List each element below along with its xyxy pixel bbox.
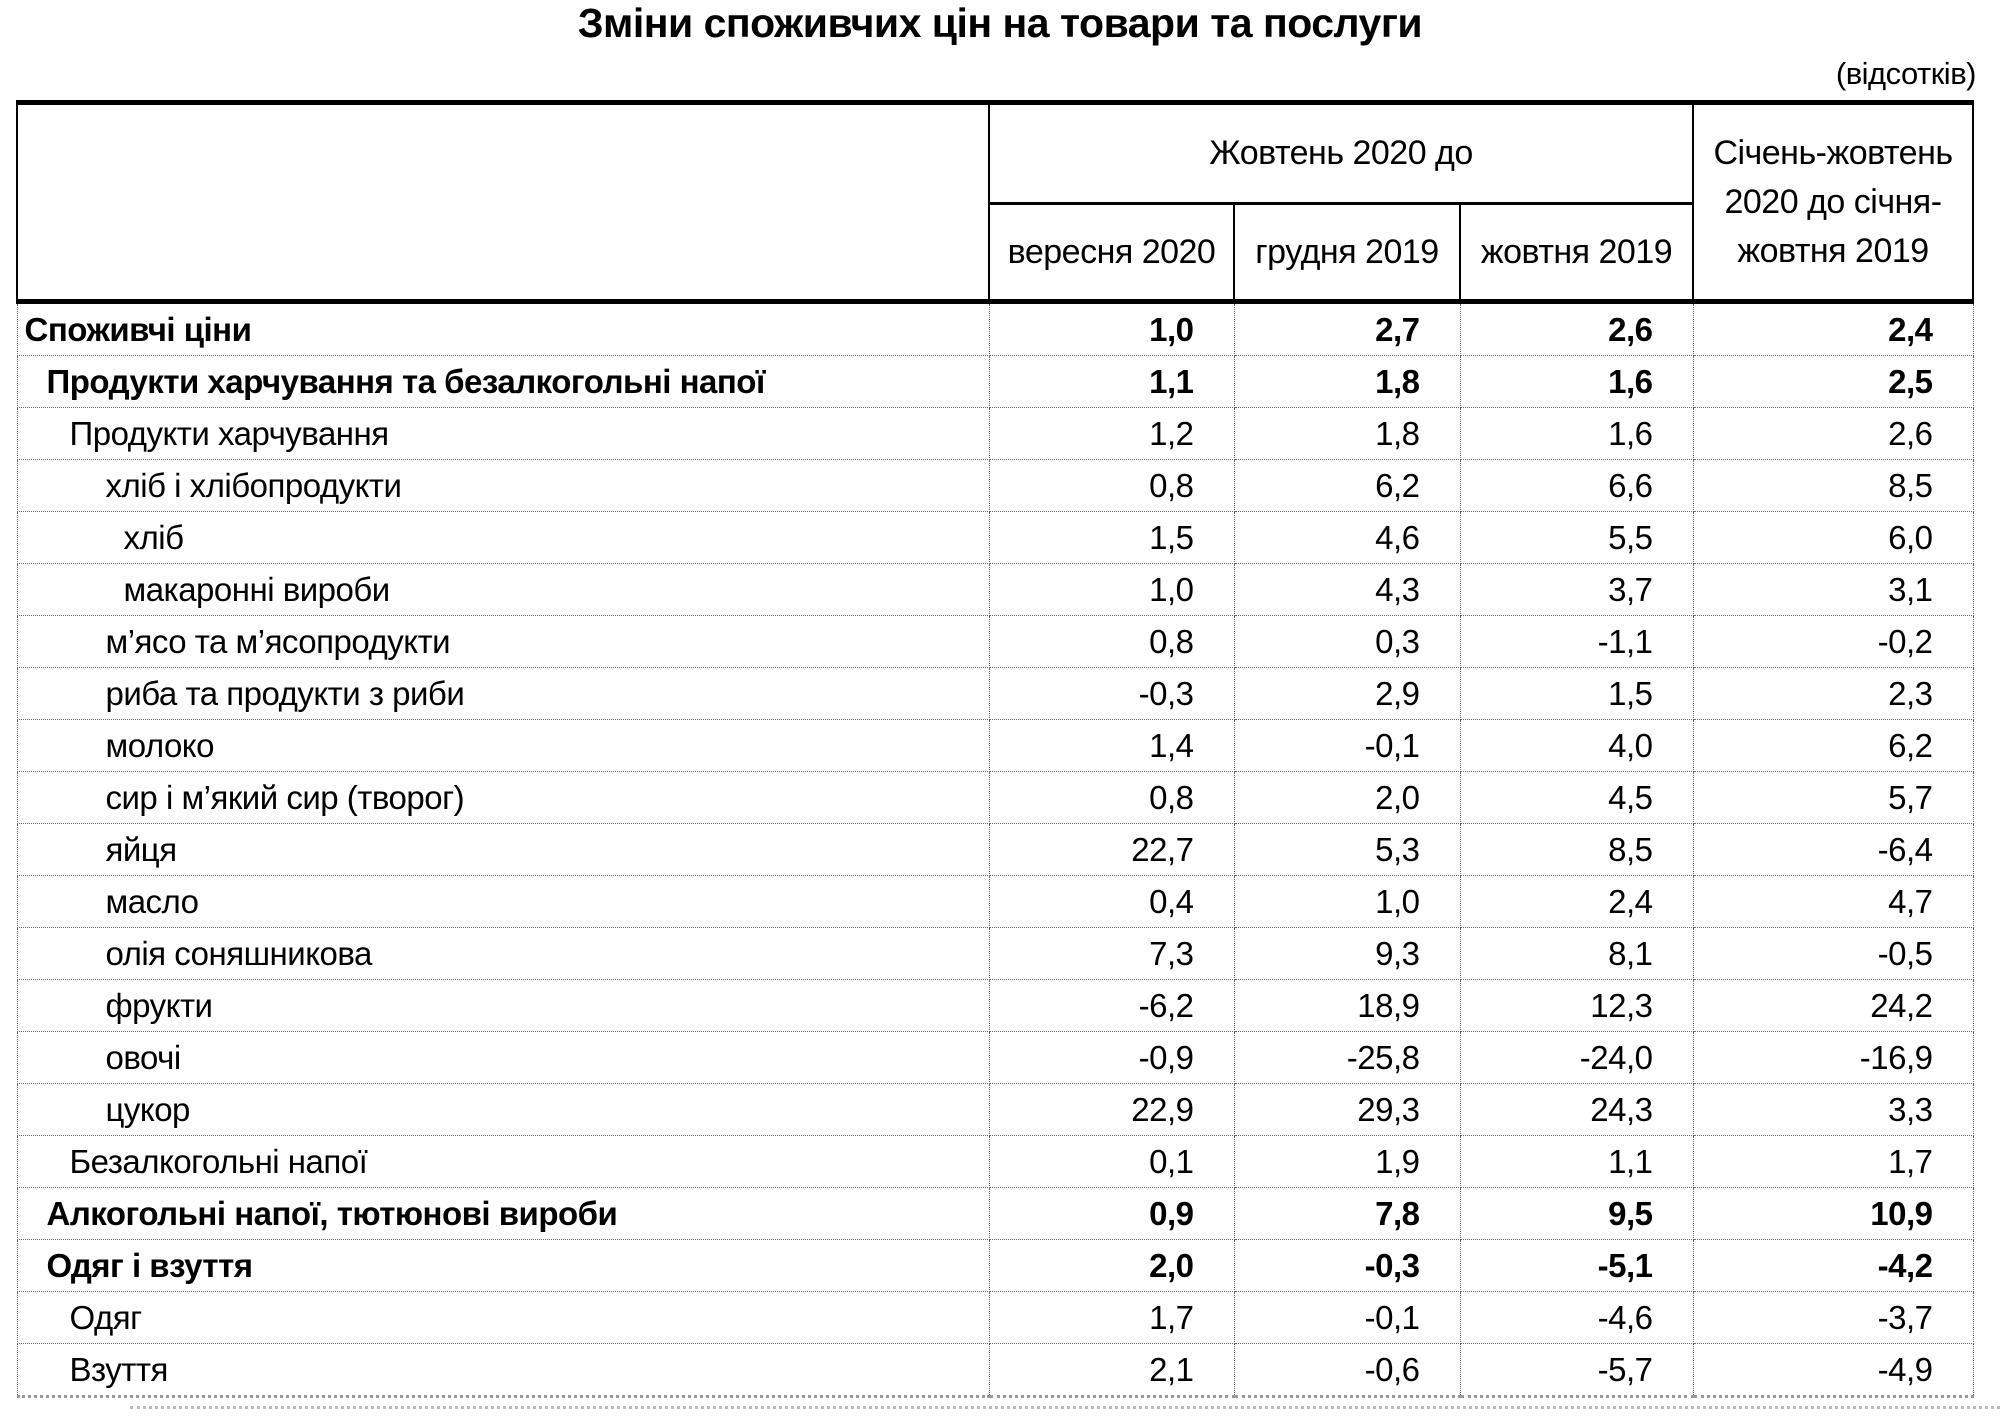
- table-row: [17, 720, 1973, 772]
- value-cell: 1,9: [1234, 1136, 1460, 1188]
- value-cell: 1,0: [1234, 876, 1460, 928]
- value-cell: 0,9: [989, 1188, 1234, 1240]
- row-label: макаронні вироби: [17, 564, 989, 616]
- value-cell: -3,7: [1693, 1292, 1973, 1344]
- value-cell: 1,0: [989, 302, 1234, 356]
- table-row: [17, 980, 1973, 1032]
- row-label: риба та продукти з риби: [17, 668, 989, 720]
- value-cell: -5,7: [1460, 1344, 1693, 1397]
- value-cell: 0,3: [1234, 616, 1460, 668]
- value-cell: 4,3: [1234, 564, 1460, 616]
- value-cell: 7,3: [989, 928, 1234, 980]
- table-row: [17, 616, 1973, 668]
- value-cell: 8,5: [1460, 824, 1693, 876]
- value-cell: 9,5: [1460, 1188, 1693, 1240]
- value-cell: 6,0: [1693, 512, 1973, 564]
- value-cell: 2,0: [1234, 772, 1460, 824]
- table-row: [17, 564, 1973, 616]
- table-row: [17, 460, 1973, 512]
- row-label: цукор: [17, 1084, 989, 1136]
- corner-cell: [17, 103, 989, 302]
- table-body: [17, 302, 1973, 1397]
- value-cell: -24,0: [1460, 1032, 1693, 1084]
- row-label: Алкогольні напої, тютюнові вироби: [17, 1188, 989, 1240]
- value-cell: -0,3: [989, 668, 1234, 720]
- value-cell: 2,6: [1693, 408, 1973, 460]
- value-cell: 4,6: [1234, 512, 1460, 564]
- column-group-header: Жовтень 2020 до: [989, 103, 1693, 204]
- value-cell: -0,3: [1234, 1240, 1460, 1292]
- value-cell: -1,1: [1460, 616, 1693, 668]
- value-cell: 1,5: [1460, 668, 1693, 720]
- row-label: м’ясо та м’ясопродукти: [17, 616, 989, 668]
- value-cell: 3,1: [1693, 564, 1973, 616]
- value-cell: 22,9: [989, 1084, 1234, 1136]
- value-cell: 6,2: [1234, 460, 1460, 512]
- row-label: Одяг: [17, 1292, 989, 1344]
- value-cell: 1,2: [989, 408, 1234, 460]
- value-cell: 2,9: [1234, 668, 1460, 720]
- table-row: [17, 824, 1973, 876]
- table-row: [17, 1136, 1973, 1188]
- row-label: овочі: [17, 1032, 989, 1084]
- value-cell: -0,2: [1693, 616, 1973, 668]
- table-row: [17, 928, 1973, 980]
- value-cell: 8,5: [1693, 460, 1973, 512]
- row-label: масло: [17, 876, 989, 928]
- value-cell: 1,4: [989, 720, 1234, 772]
- table-header: [17, 103, 1973, 302]
- value-cell: 2,4: [1693, 302, 1973, 356]
- value-cell: 2,5: [1693, 356, 1973, 408]
- value-cell: -0,5: [1693, 928, 1973, 980]
- value-cell: 0,8: [989, 616, 1234, 668]
- table-row: [17, 1188, 1973, 1240]
- value-cell: 2,3: [1693, 668, 1973, 720]
- value-cell: 4,7: [1693, 876, 1973, 928]
- value-cell: -4,9: [1693, 1344, 1973, 1397]
- table-row: [17, 1292, 1973, 1344]
- value-cell: 24,2: [1693, 980, 1973, 1032]
- value-cell: 29,3: [1234, 1084, 1460, 1136]
- value-cell: 1,5: [989, 512, 1234, 564]
- value-cell: 4,0: [1460, 720, 1693, 772]
- value-cell: 5,5: [1460, 512, 1693, 564]
- table-row: [17, 408, 1973, 460]
- row-label: хліб і хлібопродукти: [17, 460, 989, 512]
- value-cell: 3,3: [1693, 1084, 1973, 1136]
- page-title: Зміни споживчих цін на товари та послуги: [577, 0, 1423, 46]
- value-cell: 3,7: [1460, 564, 1693, 616]
- table-row: [17, 668, 1973, 720]
- value-cell: 5,7: [1693, 772, 1973, 824]
- row-label: Безалкогольні напої: [17, 1136, 989, 1188]
- value-cell: -4,6: [1460, 1292, 1693, 1344]
- value-cell: 12,3: [1460, 980, 1693, 1032]
- table-row: [17, 1240, 1973, 1292]
- value-cell: 0,8: [989, 772, 1234, 824]
- value-cell: 1,0: [989, 564, 1234, 616]
- value-cell: 24,3: [1460, 1084, 1693, 1136]
- row-label: Продукти харчування: [17, 408, 989, 460]
- value-cell: -6,4: [1693, 824, 1973, 876]
- sub-header-december-2019: грудня 2019: [1234, 204, 1460, 302]
- sub-header-october-2019: жовтня 2019: [1460, 204, 1693, 302]
- value-cell: -16,9: [1693, 1032, 1973, 1084]
- value-cell: 6,6: [1460, 460, 1693, 512]
- row-label: фрукти: [17, 980, 989, 1032]
- value-cell: 8,1: [1460, 928, 1693, 980]
- table-row: [17, 356, 1973, 408]
- value-cell: 7,8: [1234, 1188, 1460, 1240]
- value-cell: 0,1: [989, 1136, 1234, 1188]
- value-cell: 9,3: [1234, 928, 1460, 980]
- value-cell: 1,7: [1693, 1136, 1973, 1188]
- value-cell: 6,2: [1693, 720, 1973, 772]
- row-label: Продукти харчування та безалкогольні напої: [17, 356, 989, 408]
- table-row: [17, 1344, 1973, 1397]
- value-cell: 1,1: [989, 356, 1234, 408]
- table-row: [17, 512, 1973, 564]
- value-cell: 2,1: [989, 1344, 1234, 1397]
- table-row: [17, 1084, 1973, 1136]
- row-label: сир і м’який сир (творог): [17, 772, 989, 824]
- value-cell: 0,8: [989, 460, 1234, 512]
- row-label: молоко: [17, 720, 989, 772]
- value-cell: -4,2: [1693, 1240, 1973, 1292]
- value-cell: -0,1: [1234, 1292, 1460, 1344]
- row-label: Споживчі ціни: [17, 302, 989, 356]
- table-row: [17, 772, 1973, 824]
- value-cell: 0,4: [989, 876, 1234, 928]
- value-cell: 2,6: [1460, 302, 1693, 356]
- period-column-header: Січень-жовтень 2020 до січня-жовтня 2019: [1693, 103, 1973, 302]
- table-row: [17, 1032, 1973, 1084]
- value-cell: 1,8: [1234, 408, 1460, 460]
- table-row: [17, 876, 1973, 928]
- value-cell: 1,1: [1460, 1136, 1693, 1188]
- value-cell: 10,9: [1693, 1188, 1973, 1240]
- value-cell: 1,6: [1460, 356, 1693, 408]
- value-cell: 2,7: [1234, 302, 1460, 356]
- cutoff-next-row-line: [130, 1406, 2000, 1409]
- value-cell: -25,8: [1234, 1032, 1460, 1084]
- row-label: олія соняшникова: [17, 928, 989, 980]
- value-cell: 1,7: [989, 1292, 1234, 1344]
- row-label: Взуття: [17, 1344, 989, 1397]
- value-cell: 4,5: [1460, 772, 1693, 824]
- row-label: яйця: [17, 824, 989, 876]
- value-cell: -0,1: [1234, 720, 1460, 772]
- header-row-group: [17, 103, 1973, 204]
- value-cell: 5,3: [1234, 824, 1460, 876]
- row-label: хліб: [17, 512, 989, 564]
- sub-header-september-2020: вересня 2020: [989, 204, 1234, 302]
- value-cell: 22,7: [989, 824, 1234, 876]
- consumer-price-table: [16, 100, 1974, 1398]
- value-cell: -0,6: [1234, 1344, 1460, 1397]
- value-cell: 1,8: [1234, 356, 1460, 408]
- value-cell: 1,6: [1460, 408, 1693, 460]
- unit-note: (відсотків): [1835, 56, 1976, 91]
- value-cell: -5,1: [1460, 1240, 1693, 1292]
- value-cell: -6,2: [989, 980, 1234, 1032]
- value-cell: -0,9: [989, 1032, 1234, 1084]
- row-label: Одяг і взуття: [17, 1240, 989, 1292]
- value-cell: 2,4: [1460, 876, 1693, 928]
- value-cell: 2,0: [989, 1240, 1234, 1292]
- table-row: [17, 302, 1973, 356]
- value-cell: 18,9: [1234, 980, 1460, 1032]
